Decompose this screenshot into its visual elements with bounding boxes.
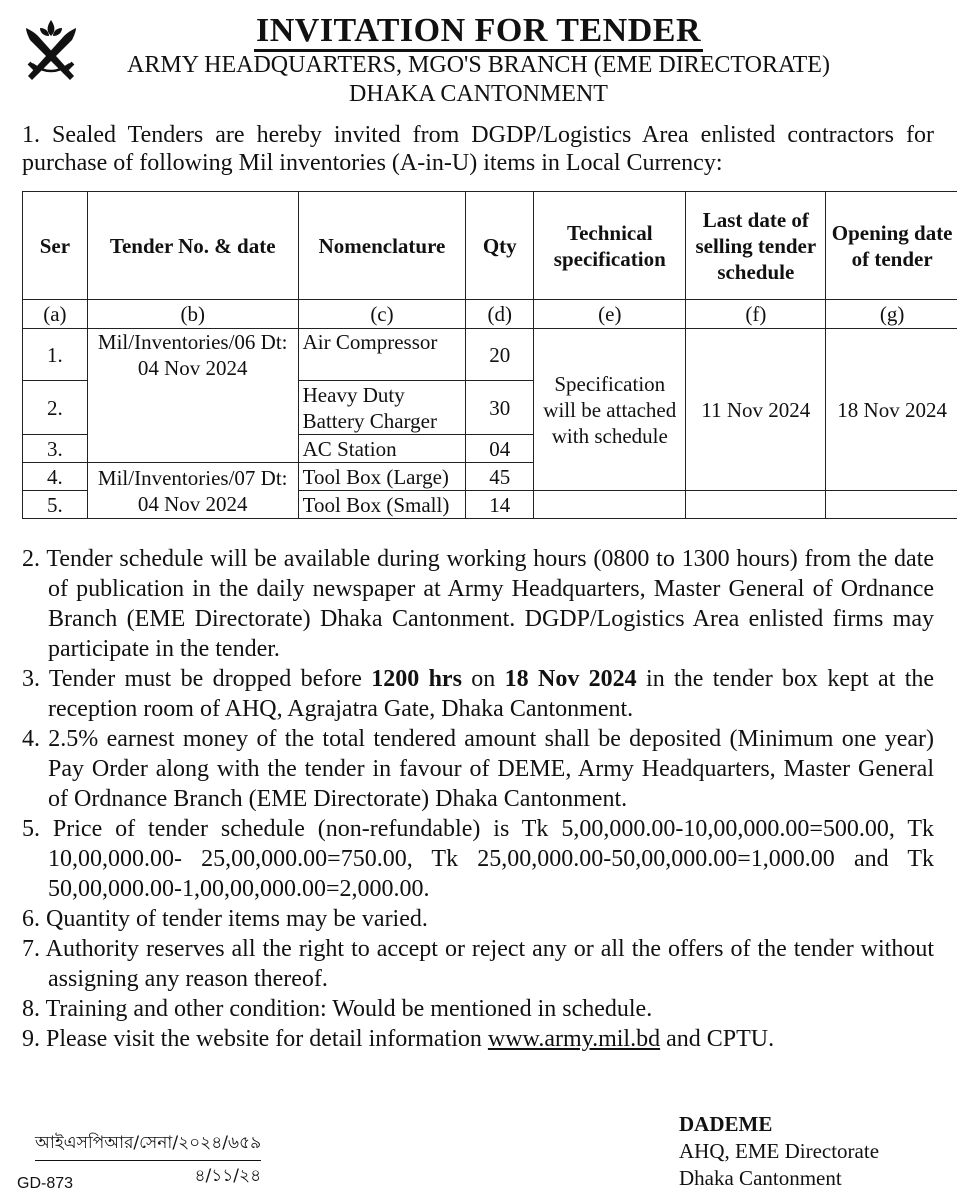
row-item: AC Station — [298, 435, 466, 463]
col-letter: (f) — [686, 300, 826, 329]
website-link[interactable]: www.army.mil.bd — [487, 1026, 661, 1052]
row-item: Tool Box (Small) — [298, 491, 466, 519]
col-letter: (d) — [466, 300, 534, 329]
row-ser: 1. — [23, 329, 88, 381]
row-qty: 45 — [466, 463, 534, 491]
empty-cell — [534, 491, 686, 519]
paragraph-8: 8. Training and other condition: Would be mentioned in schedule. — [22, 996, 653, 1022]
row-item: Air Compressor — [298, 329, 466, 381]
table-row — [23, 329, 957, 381]
col-letter: (c) — [298, 300, 466, 329]
signatory-location: Dhaka Cantonment — [679, 1166, 842, 1190]
col-letter: (g) — [826, 300, 957, 329]
last-selling-date: 11 Nov 2024 — [686, 329, 826, 491]
paragraph-1: 1. Sealed Tenders are hereby invited from DGDP/Logistics Area enlisted contractors for purchase of following Mil inventories (A-in-U) items in Local Currency: — [22, 122, 934, 176]
row-ser: 4. — [23, 463, 88, 491]
row-ser: 3. — [23, 435, 88, 463]
signatory-office: AHQ, EME Directorate — [679, 1139, 880, 1163]
issuer-line: ARMY HEADQUARTERS, MGO'S BRANCH (EME DIRECTORATE) — [127, 52, 830, 78]
col-header-opening-date: Opening date of tender — [826, 192, 957, 300]
paragraph-5: 5. Price of tender schedule (non-refundable) is Tk 5,00,000.00-10,00,000.00=500.00, Tk 10,00,000.00- 25,00,000.00=750.00, Tk 25,00,000.00-50,00,000.00=1,000.00 and Tk 50,00,000.00-1,00,00,000.00=2,000.00. — [22, 816, 934, 902]
col-letter: (a) — [23, 300, 88, 329]
paragraph-2: 2. Tender schedule will be available during working hours (0800 to 1300 hours) from the date of publication in the daily newspaper at Army Headquarters, Master General of Ordnance Branch (EME Directorate) Dhaka Cantonment. DGDP/Logistics Area enlisted firms may participate in the tender. — [22, 546, 934, 662]
paragraph-4: 4. 2.5% earnest money of the total tendered amount shall be deposited (Minimum one year) Pay Order along with the tender in favour of DEME, Army Headquarters, Master General of Ordnance Branch (EME Directorate) Dhaka Cantonment. — [22, 726, 934, 812]
notice-title: INVITATION FOR TENDER — [0, 12, 957, 50]
col-letter: (e) — [534, 300, 686, 329]
table-header-row — [23, 192, 957, 300]
gd-code: GD-873 — [17, 1175, 74, 1192]
row-item: Tool Box (Large) — [298, 463, 466, 491]
paragraph-6: 6. Quantity of tender items may be varied. — [22, 906, 428, 932]
tender-no-06: Mil/Inventories/06 Dt: 04 Nov 2024 — [87, 329, 298, 463]
paragraph-3: 3. Tender must be dropped before 1200 hrs on 18 Nov 2024 in the tender box kept at the reception room of AHQ, Agrajatra Gate, Dhaka Cantonment. — [22, 666, 935, 722]
signature-block — [679, 1111, 879, 1192]
empty-cell — [686, 491, 826, 519]
row-ser: 2. — [23, 381, 88, 435]
paragraph-7: 7. Authority reserves all the right to accept or reject any or all the offers of the tender without assigning any reason thereof. — [22, 936, 934, 992]
empty-cell — [826, 491, 957, 519]
conditions-list — [22, 544, 934, 1054]
row-qty: 14 — [466, 491, 534, 519]
reference-date: ৪/১১/২৪ — [194, 1166, 262, 1186]
row-qty: 30 — [466, 381, 534, 435]
col-header-ser: Ser — [23, 192, 88, 300]
row-qty: 04 — [466, 435, 534, 463]
row-qty: 20 — [466, 329, 534, 381]
col-header-nomenclature: Nomenclature — [298, 192, 466, 300]
col-header-tender-no: Tender No. & date — [87, 192, 298, 300]
col-header-tech-spec: Technical specification — [534, 192, 686, 300]
table-letter-row — [23, 300, 957, 329]
drop-time: 1200 hrs — [371, 666, 462, 692]
row-ser: 5. — [23, 491, 88, 519]
drop-date: 18 Nov 2024 — [504, 666, 637, 692]
col-header-last-date: Last date of selling tender schedule — [686, 192, 826, 300]
col-header-qty: Qty — [466, 192, 534, 300]
location-line: DHAKA CANTONMENT — [349, 81, 608, 107]
col-letter: (b) — [87, 300, 298, 329]
tender-items-table — [22, 191, 957, 519]
tender-no-07: Mil/Inventories/07 Dt: 04 Nov 2024 — [87, 463, 298, 519]
tech-spec-cell: Specification will be attached with schedule — [534, 329, 686, 491]
reference-number: আইএসপিআর/সেনা/২০২৪/৬৫৯ ৪/১১/২৪ — [35, 1130, 261, 1191]
signatory-name: DADEME — [679, 1112, 773, 1136]
row-item: Heavy Duty Battery Charger — [298, 381, 466, 435]
opening-date: 18 Nov 2024 — [826, 329, 957, 491]
paragraph-9: 9. Please visit the website for detail information www.army.mil.bd and CPTU. — [22, 1026, 775, 1052]
